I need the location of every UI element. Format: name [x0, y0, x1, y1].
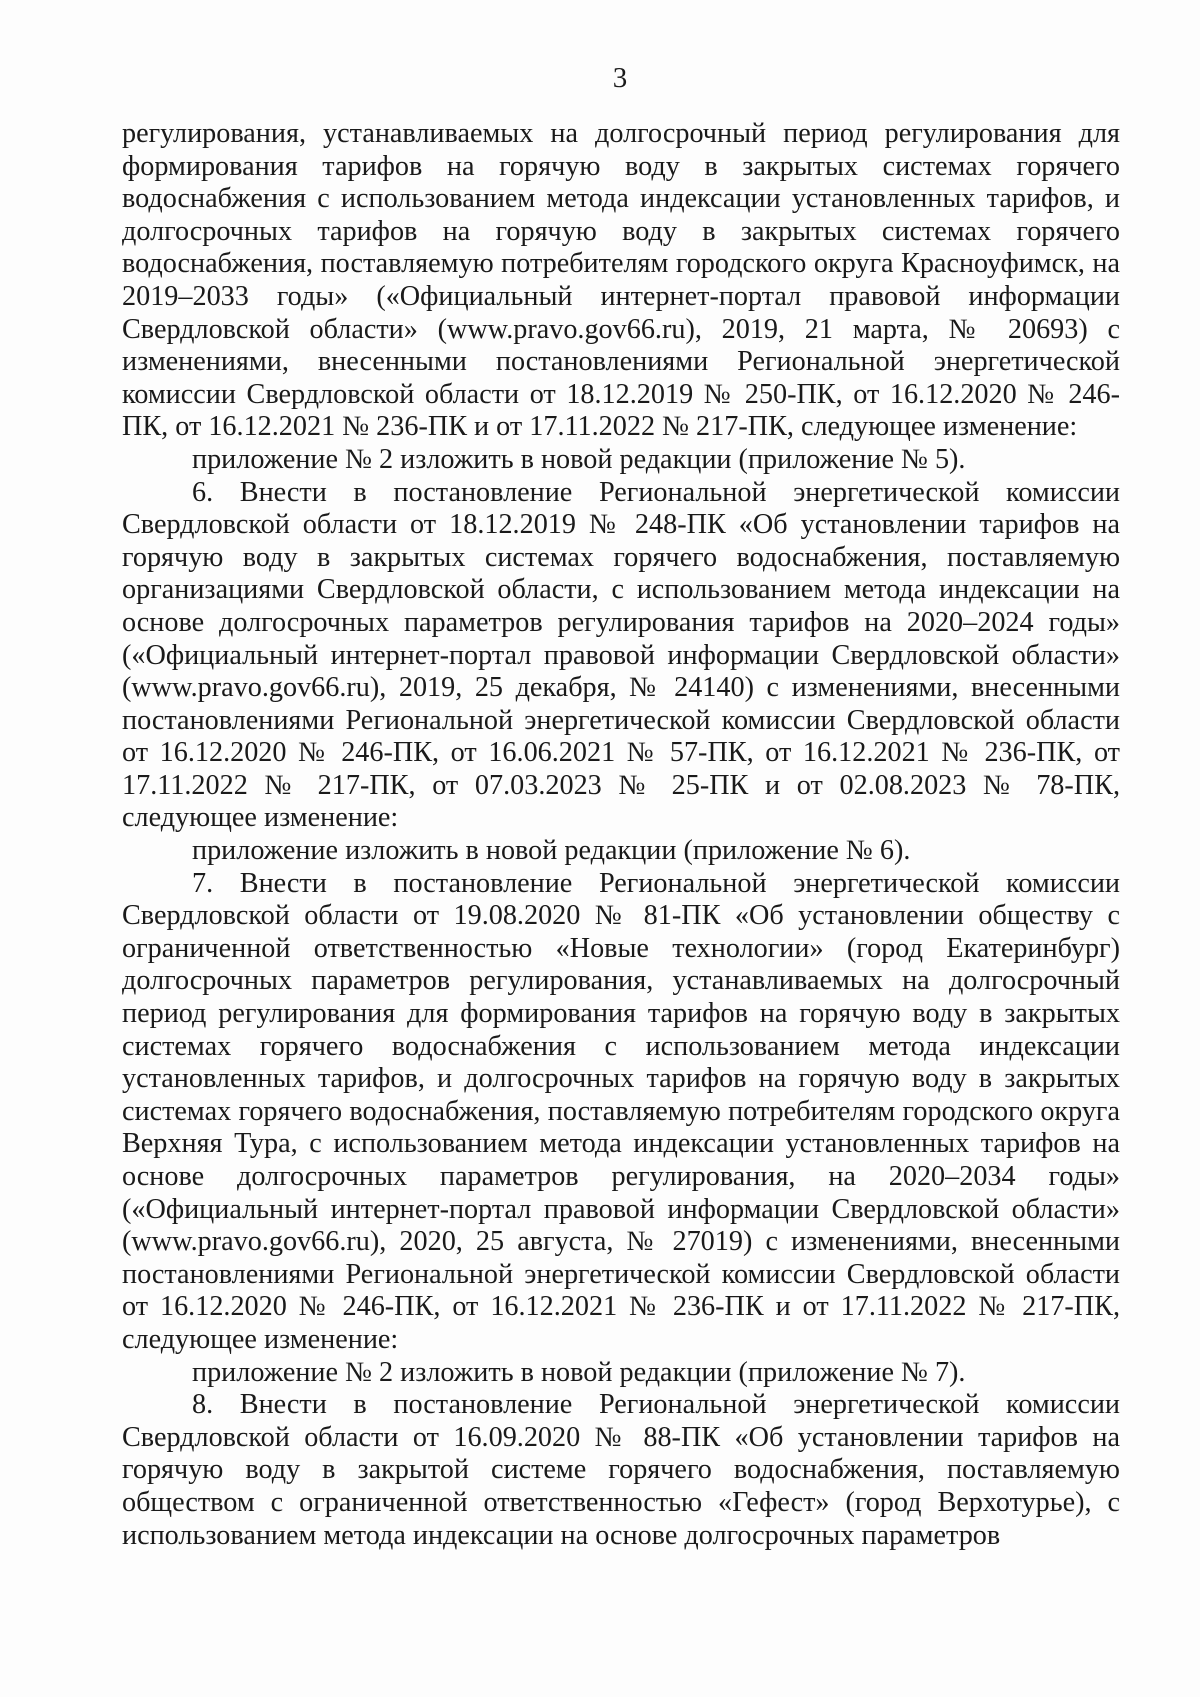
paragraph-appendix-6: приложение изложить в новой редакции (приложение № 6).: [192, 835, 911, 867]
paragraph-appendix-5: приложение № 2 изложить в новой редакции (приложение № 5).: [192, 443, 966, 475]
paragraph-item-8: 8. Внести в постановление Региональной энергетической комиссии Свердловской области от 16.09.2020 № 88-ПК «Об установлении тарифов на горячую воду в закрытой системе горячего водоснабжения, поставляемую обществом с ограниченной ответственностью «Гефест» (город Верхотурье), с использованием метода индексации на основе долгосрочных параметров: [122, 1389, 1120, 1551]
paragraph-appendix-7: приложение № 2 изложить в новой редакции (приложение № 7).: [192, 1356, 966, 1388]
document-body: [122, 118, 1120, 1552]
paragraph-item-7: 7. Внести в постановление Региональной энергетической комиссии Свердловской области от 19.08.2020 № 81-ПК «Об установлении обществу с ограниченной ответственностью «Новые технологии» (город Екатеринбург) долгосрочных параметров регулирования, устанавливаемых на долгосрочный период регулирования для формирования тарифов на горячую воду в закрытых системах горячего водоснабжения с использованием метода индексации установленных тарифов, и долгосрочных тарифов на горячую воду в закрытых системах горячего водоснабжения, поставляемую потребителям городского округа Верхняя Тура, с использованием метода индексации установленных тарифов на основе долгосрочных параметров регулирования, на 2020–2034 годы» («Официальный интернет-портал правовой информации Свердловской области» (www.pravo.gov66.ru), 2020, 25 августа, № 27019) с изменениями, внесенными постановлениями Региональной энергетической комиссии Свердловской области от 16.12.2020 № 246-ПК, от 16.12.2021 № 236-ПК и от 17.11.2022 № 217-ПК, следующее изменение:: [122, 867, 1120, 1355]
paragraph-continued: регулирования, устанавливаемых на долгосрочный период регулирования для формирования тарифов на горячую воду в закрытых системах горячего водоснабжения с использованием метода индексации установленных тарифов, и долгосрочных тарифов на горячую воду в закрытых системах горячего водоснабжения, поставляемую потребителям городского округа Красноуфимск, на 2019–2033 годы» («Официальный интернет-портал правовой информации Свердловской области» (www.pravo.gov66.ru), 2019, 21 марта, № 20693) с изменениями, внесенными постановлениями Региональной энергетической комиссии Свердловской области от 18.12.2019 № 250-ПК, от 16.12.2020 № 246-ПК, от 16.12.2021 № 236-ПК и от 17.11.2022 № 217-ПК, следующее изменение:: [122, 118, 1120, 443]
page-number: 3: [612, 62, 628, 94]
paragraph-item-6: 6. Внести в постановление Региональной энергетической комиссии Свердловской области от 18.12.2019 № 248-ПК «Об установлении тарифов на горячую воду в закрытых системах горячего водоснабжения, поставляемую организациями Свердловской области, с использованием метода индексации на основе долгосрочных параметров регулирования тарифов на 2020–2024 годы» («Официальный интернет-портал правовой информации Свердловской области» (www.pravo.gov66.ru), 2019, 25 декабря, № 24140) с изменениями, внесенными постановлениями Региональной энергетической комиссии Свердловской области от 16.12.2020 № 246-ПК, от 16.06.2021 № 57-ПК, от 16.12.2021 № 236-ПК, от 17.11.2022 № 217-ПК, от 07.03.2023 № 25-ПК и от 02.08.2023 № 78-ПК, следующее изменение:: [122, 476, 1120, 834]
